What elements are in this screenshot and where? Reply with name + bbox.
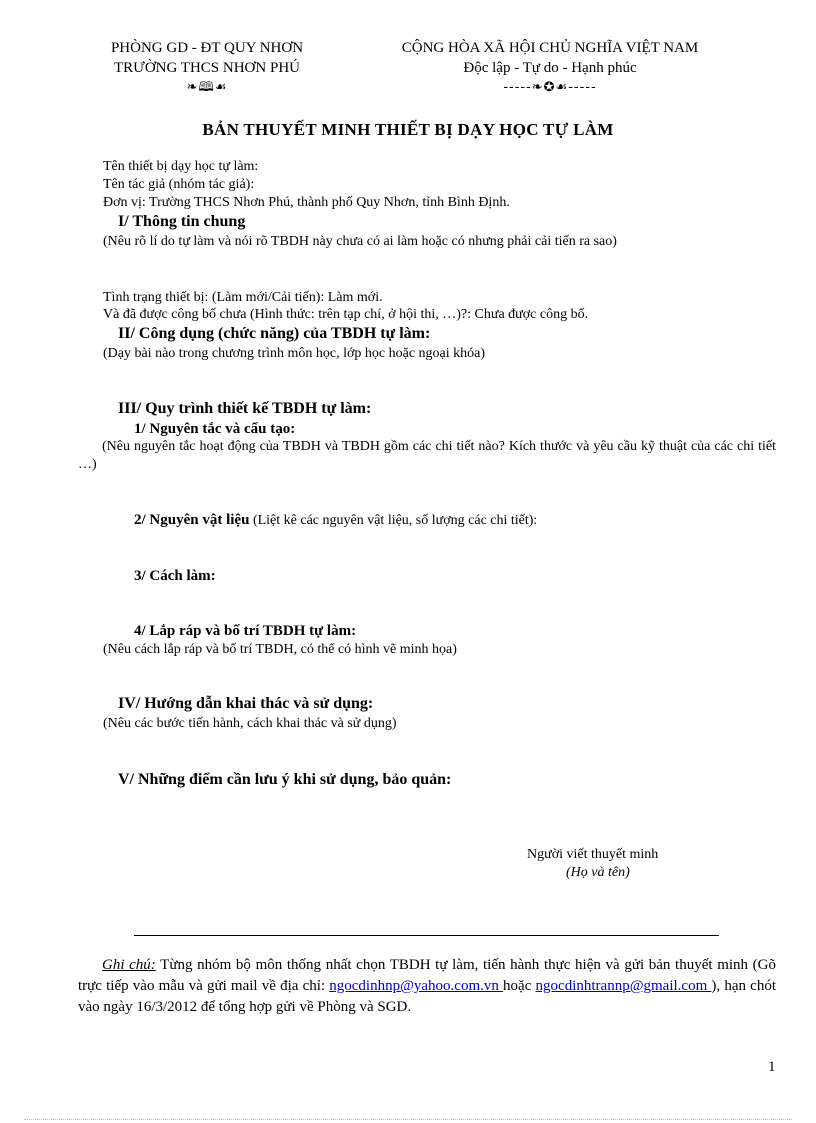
section-3-2-line: [134, 511, 537, 530]
section-3-heading: III/ Quy trình thiết kế TBDH tự làm:: [118, 400, 372, 417]
section-1-heading: I/ Thông tin chung: [118, 213, 246, 230]
publication-status: Và đã được công bố chưa (Hình thức: trên tạp chí, ở hội thi, …)?: Chưa được công bố.: [103, 307, 589, 322]
footnote-text-3: ), hạn chót vào ngày 16/3/2012 để tổng hợp gửi về Phòng và SGD.: [78, 978, 776, 1015]
footnote-text-1: Từng nhóm bộ môn thống nhất chọn TBDH tự làm, tiến hành thực hiện và gửi bản thuyết minh (Gõ trực tiếp vào mẫu và gửi mail về địa chỉ:: [78, 957, 777, 994]
section-3-3-heading: 3/ Cách làm:: [134, 568, 216, 584]
section-3-1-heading: 1/ Nguyên tắc và cấu tạo:: [134, 421, 296, 437]
page-bottom-border: [24, 1119, 792, 1120]
section-3-4-note: (Nêu cách lắp ráp và bố trí TBDH, có thể có hình vẽ minh họa): [103, 642, 457, 657]
national-motto: Độc lập - Tự do - Hạnh phúc: [463, 60, 637, 76]
section-3-2-note: (Liệt kê các nguyên vật liệu, số lượng các chi tiết):: [249, 513, 538, 528]
footnote: [78, 955, 776, 1018]
section-2-heading: II/ Công dụng (chức năng) của TBDH tự làm:: [118, 325, 431, 342]
page-number: 1: [768, 1059, 776, 1075]
signature-name-hint: (Họ và tên): [566, 865, 630, 880]
email-link-yahoo[interactable]: ngocdinhnp@yahoo.com.vn: [329, 978, 504, 994]
email-link-gmail[interactable]: ngocdinhtrannp@gmail.com: [535, 978, 712, 994]
section-1-note: (Nêu rõ lí do tự làm và nói rõ TBDH này chưa có ai làm hoặc có nhưng phải cải tiến ra sao): [103, 234, 617, 249]
section-3-1-note: (Nêu nguyên tắc hoạt động của TBDH và TBDH gồm các chi tiết nào? Kích thước và yêu cầu kỹ thuật của các chi tiết …): [78, 439, 776, 472]
footnote-label: Ghi chú:: [102, 957, 156, 973]
author-field: Tên tác giả (nhóm tác giả):: [103, 177, 255, 192]
section-4-note: (Nêu các bước tiến hành, cách khai thác và sử dụng): [103, 716, 397, 731]
unit-field: Đơn vị: Trường THCS Nhơn Phú, thành phố Quy Nhơn, tỉnh Bình Định.: [103, 195, 510, 210]
section-5-heading: V/ Những điểm cần lưu ý khi sử dụng, bảo quản:: [118, 771, 452, 788]
section-3-4-heading: 4/ Lắp ráp và bố trí TBDH tự làm:: [134, 623, 357, 639]
header-right: [362, 38, 738, 98]
header-left: [62, 38, 352, 98]
school-name: TRƯỜNG THCS NHƠN PHÚ: [114, 60, 300, 76]
footnote-text-2: hoặc: [503, 978, 536, 994]
footnote-divider: [134, 935, 719, 936]
section-4-heading: IV/ Hướng dẫn khai thác và sử dụng:: [118, 695, 374, 712]
device-name-field: Tên thiết bị dạy học tự làm:: [103, 159, 259, 174]
section-2-note: (Dạy bài nào trong chương trình môn học, lớp học hoặc ngoại khóa): [103, 346, 486, 361]
national-title: CỘNG HÒA XÃ HỘI CHỦ NGHĨA VIỆT NAM: [401, 40, 699, 56]
section-3-2-heading: 2/ Nguyên vật liệu: [134, 512, 250, 528]
department-name: PHÒNG GD - ĐT QUY NHƠN: [110, 40, 304, 56]
signature-writer-label: Người viết thuyết minh: [527, 847, 659, 862]
left-ornament-icon: ❧🕮☙: [186, 80, 228, 95]
page-title: BẢN THUYẾT MINH THIẾT BỊ DẠY HỌC TỰ LÀM: [202, 120, 614, 139]
right-ornament-icon: -----❧✪☙-----: [503, 80, 597, 95]
device-status: Tình trạng thiết bị: (Làm mới/Cải tiến): Làm mới.: [103, 290, 383, 305]
